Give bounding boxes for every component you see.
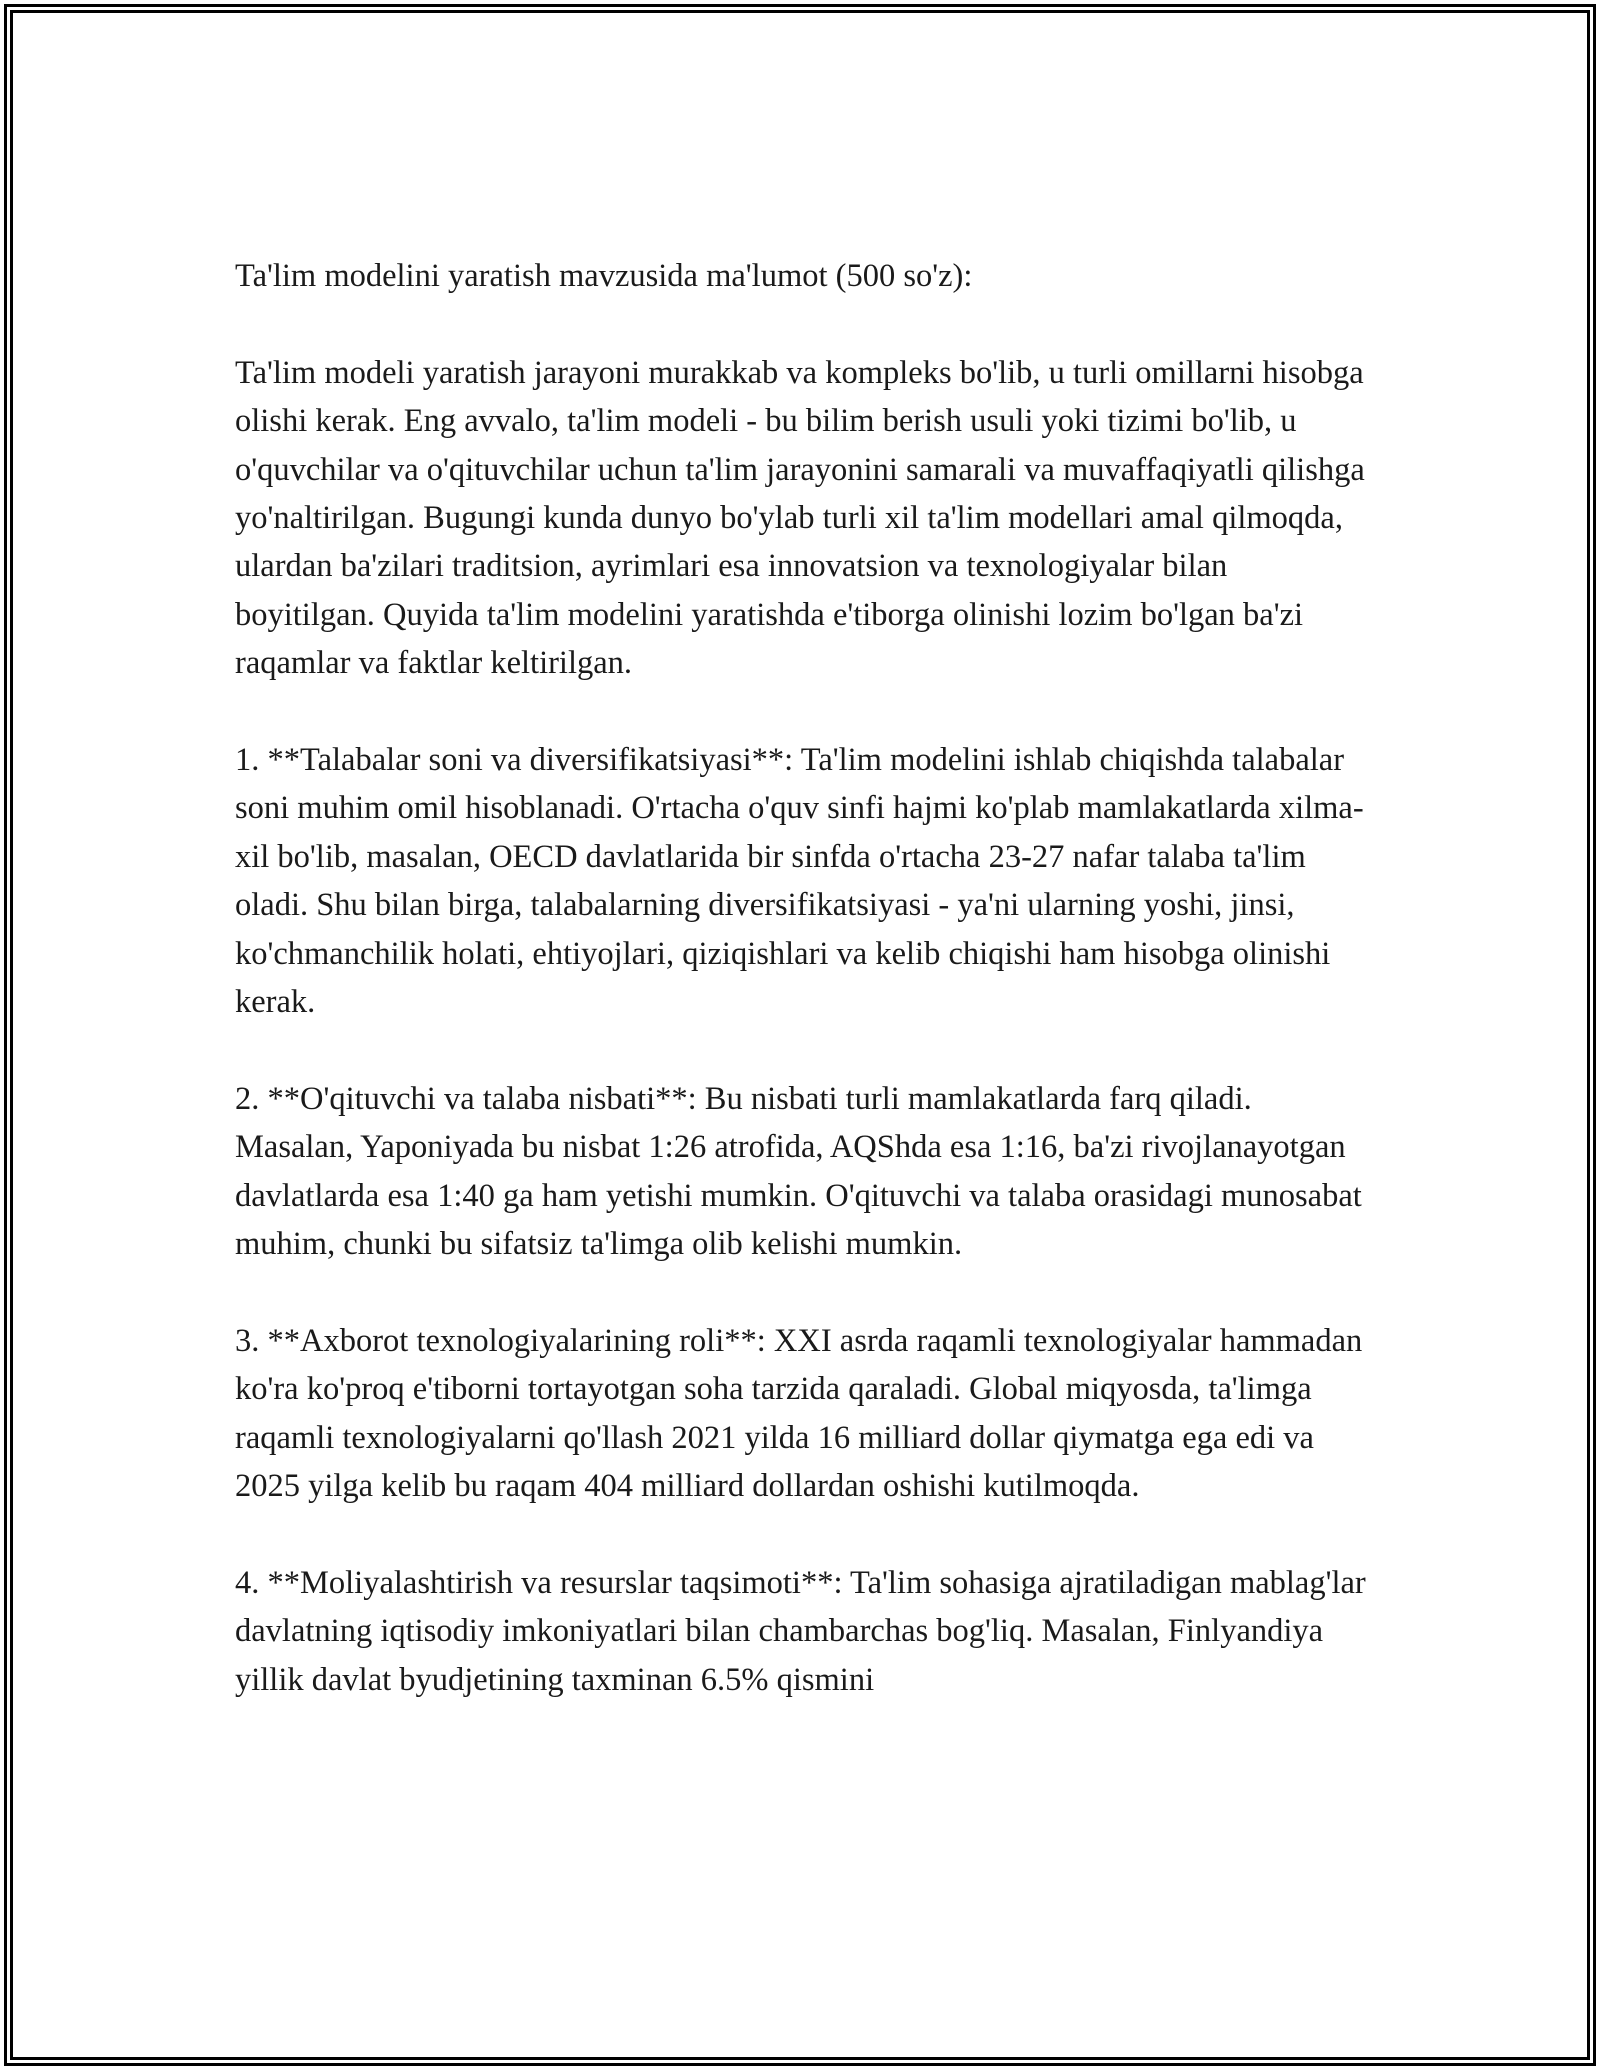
document-title: Ta'lim modelini yaratish mavzusida ma'lumot (500 so'z): (235, 258, 973, 294)
document-body (235, 252, 1375, 1753)
list-item-it-role: 3. **Axborot texnologiyalarining roli**: XXI asrda raqamli texnologiyalar hammadan ko'ra ko'proq e'tiborni tortayotgan soha tarzida qaraladi. Global miqyosda, ta'limga raqamli texnologiyalarni qo'llash 2021 yilda 16 milliard dollar qiymatga ega edi va 2025 yilga kelib bu raqam 404 milliard dollardan oshishi kutilmoqda. (235, 1322, 1363, 1505)
intro-paragraph: Ta'lim modeli yaratish jarayoni murakkab va kompleks bo'lib, u turli omillarni hisobga olishi kerak. Eng avvalo, ta'lim modeli - bu bilim berish usuli yoki tizimi bo'lib, u o'quvchilar va o'qituvchilar uchun ta'lim jarayonini samarali va muvaffaqiyatli qilishga yo'naltirilgan. Bugungi kunda dunyo bo'ylab turli xil ta'lim modellari amal qilmoqda, ulardan ba'zilari traditsion, ayrimlari esa innovatsion va texnologiyalar bilan boyitilgan. Quyida ta'lim modelini yaratishda e'tiborga olinishi lozim bo'lgan ba'zi raqamlar va faktlar keltirilgan. (235, 354, 1365, 682)
list-item-student-count: 1. **Talabalar soni va diversifikatsiyasi**: Ta'lim modelini ishlab chiqishda talabalar soni muhim omil hisoblanadi. O'rtacha o'quv sinfi hajmi ko'plab mamlakatlarda xilma-xil bo'lib, masalan, OECD davlatlarida bir sinfda o'rtacha 23-27 nafar talaba ta'lim oladi. Shu bilan birga, talabalarning diversifikatsiyasi - ya'ni ularning yoshi, jinsi, ko'chmanchilik holati, ehtiyojlari, qiziqishlari va kelib chiqishi ham hisobga olinishi kerak. (235, 742, 1364, 1021)
list-item-funding: 4. **Moliyalashtirish va resurslar taqsimoti**: Ta'lim sohasiga ajratiladigan mablag'lar davlatning iqtisodiy imkoniyatlari bilan chambarchas bog'liq. Masalan, Finlyandiya yillik davlat byudjetining taxminan 6.5% qismini (235, 1564, 1366, 1698)
list-item-teacher-ratio: 2. **O'qituvchi va talaba nisbati**: Bu nisbati turli mamlakatlarda farq qiladi. Masalan, Yaponiyada bu nisbat 1:26 atrofida, AQShda esa 1:16, ba'zi rivojlanayotgan davlatlarda esa 1:40 ga ham yetishi mumkin. O'qituvchi va talaba orasidagi munosabat muhim, chunki bu sifatsiz ta'limga olib kelishi mumkin. (235, 1080, 1362, 1263)
